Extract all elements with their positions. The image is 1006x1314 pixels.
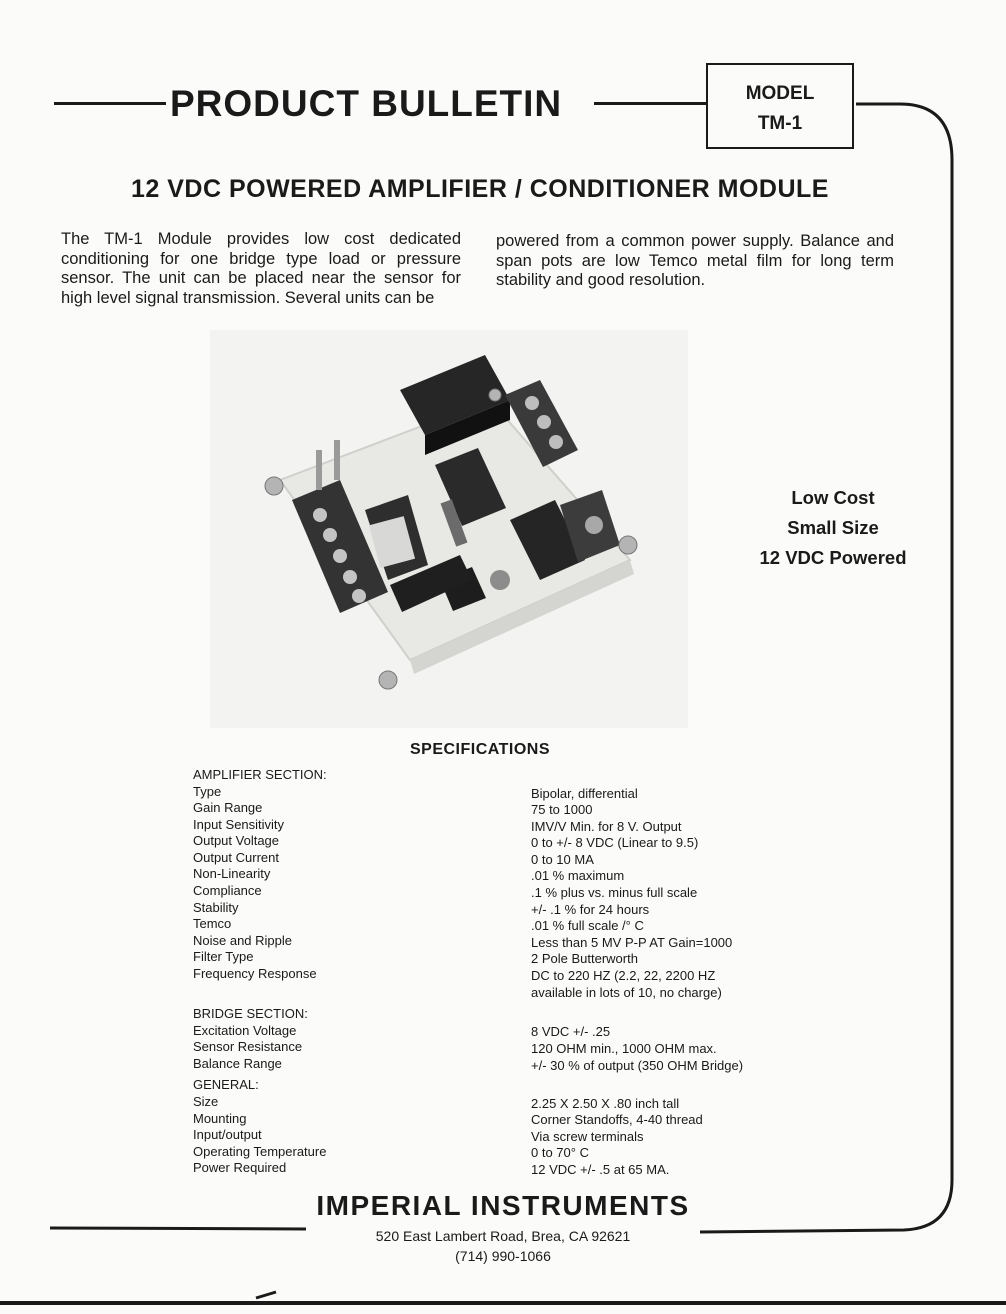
amplifier-section-heading: AMPLIFIER SECTION: [193,767,327,782]
feature-12vdc-powered: 12 VDC Powered [759,547,907,568]
spec-label: Type [193,784,222,799]
spec-value: Via screw terminals [531,1129,644,1144]
spec-value: 75 to 1000 [531,802,593,817]
spec-label: Frequency Response [193,966,317,981]
spec-value: .01 % full scale /° C [531,918,644,933]
feature-small-size: Small Size [787,517,879,538]
spec-value: Corner Standoffs, 4-40 thread [531,1112,703,1127]
spec-value: 12 VDC +/- .5 at 65 MA. [531,1162,670,1177]
spec-label: Operating Temperature [193,1144,327,1159]
page-title: PRODUCT BULLETIN [170,83,563,124]
general-section-heading: GENERAL: [193,1077,259,1092]
spec-label: Input/output [193,1127,262,1142]
product-photo [210,330,688,728]
spec-value: Less than 5 MV P-P AT Gain=1000 [531,935,733,950]
spec-label: Size [193,1094,219,1109]
spec-label: Filter Type [193,949,254,964]
spec-label: Gain Range [193,800,263,815]
spec-label: Noise and Ripple [193,933,293,948]
spec-value: .01 % maximum [531,868,625,883]
model-label: MODEL [745,83,815,104]
spec-value: DC to 220 HZ (2.2, 22, 2200 HZ [531,968,716,983]
company-phone: (714) 990-1066 [455,1248,551,1264]
spec-label: Input Sensitivity [193,817,285,832]
spec-label: Balance Range [193,1056,282,1071]
product-subtitle: 12 VDC POWERED AMPLIFIER / CONDITIONER MODULE [130,175,829,203]
spec-label: Excitation Voltage [193,1023,297,1038]
intro-paragraph-right: powered from a common power supply. Balance and span pots are low Temco metal film for long term stability and good resolution. [496,232,894,289]
spec-value: Bipolar, differential [531,786,638,801]
bridge-section-heading: BRIDGE SECTION: [193,1006,308,1021]
spec-value: .1 % plus vs. minus full scale [531,885,698,900]
spec-label: Power Required [193,1160,287,1175]
spec-value: 2.25 X 2.50 X .80 inch tall [531,1096,680,1111]
spec-label: Sensor Resistance [193,1039,303,1054]
intro-paragraph-left: The TM-1 Module provides low cost dedicated conditioning for one bridge type load or pressure sensor. The unit can be placed near the sensor for high level signal transmission. Several units can be [61,230,461,307]
spec-label: Mounting [193,1111,247,1126]
spec-label: Output Current [193,850,279,865]
feature-low-cost: Low Cost [791,487,875,508]
spec-value: +/- 30 % of output (350 OHM Bridge) [531,1058,744,1073]
spec-value: 0 to 70° C [531,1145,589,1160]
spec-label: Stability [193,900,239,915]
company-name: IMPERIAL INSTRUMENTS [316,1190,690,1221]
spec-label: Non-Linearity [193,866,271,881]
model-box [706,63,854,149]
spec-value: IMV/V Min. for 8 V. Output [531,819,682,834]
spec-note: available in lots of 10, no charge) [531,985,722,1000]
model-number: TM-1 [757,113,803,134]
spec-label: Output Voltage [193,833,280,848]
spec-label: Temco [193,916,232,931]
spec-value: 120 OHM min., 1000 OHM max. [531,1041,717,1056]
spec-value: +/- .1 % for 24 hours [531,902,650,917]
company-address: 520 East Lambert Road, Brea, CA 92621 [375,1228,631,1244]
spec-value: 8 VDC +/- .25 [531,1024,611,1039]
specifications-title: SPECIFICATIONS [409,741,551,758]
spec-value: 2 Pole Butterworth [531,951,638,966]
spec-value: 0 to +/- 8 VDC (Linear to 9.5) [531,835,699,850]
spec-value: 0 to 10 MA [531,852,594,867]
spec-label: Compliance [193,883,262,898]
